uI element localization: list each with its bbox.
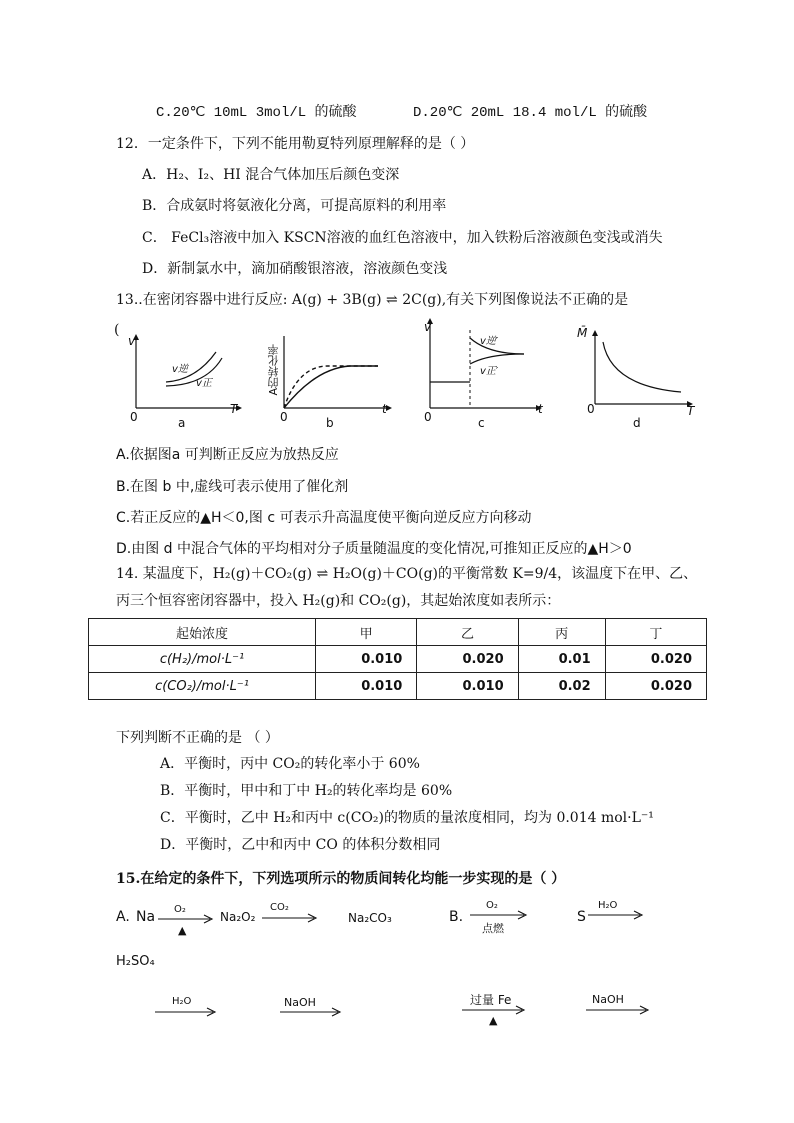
graph-a xyxy=(126,330,246,430)
q13-option-c: C.若正反应的▲H＜0,图 c 可表示升高温度使平衡向逆反应方向移动 xyxy=(116,510,532,526)
q14-stem-line1: 14. 某温度下，H₂(g)＋CO₂(g) ⇌ H₂O(g)＋CO(g)的平衡常数 K=9/4，该温度下在甲、乙、 xyxy=(116,566,698,582)
graph-b-solid-curve xyxy=(284,366,378,408)
q13-option-b: B.在图 b 中,虚线可表示使用了催化剂 xyxy=(116,479,349,495)
q15-stem: 15.在给定的条件下，下列选项所示的物质间转化均能一步实现的是（ ） xyxy=(116,871,566,887)
graph-d-origin: 0 xyxy=(587,402,595,416)
q12-stem: 12．一定条件下，下列不能用勒夏特列原理解释的是（ ） xyxy=(116,136,475,152)
table-row-header: c(CO₂)/mol·L⁻¹ xyxy=(89,673,316,700)
arrow-naoh-label-d: NaOH xyxy=(592,993,624,1006)
table-cell: 0.01 xyxy=(518,646,605,673)
chem-na: Na xyxy=(136,909,156,925)
table-cell: 0.010 xyxy=(316,646,417,673)
table-cell: 0.02 xyxy=(518,673,605,700)
q13-paren: ( xyxy=(114,322,120,338)
ignite-label: 点燃 xyxy=(482,922,504,935)
table-header-row xyxy=(89,619,707,646)
graph-d-M-label: M̄ xyxy=(577,326,588,340)
table-row xyxy=(89,673,707,700)
graph-c-vrev-label: v逆′ xyxy=(480,336,499,347)
table-header-cell: 起始浓度 xyxy=(89,619,316,646)
graph-b-origin: 0 xyxy=(280,410,288,424)
table-cell: 0.010 xyxy=(316,673,417,700)
q11-option-d: D.20℃ 20mL 18.4 mol/L 的硫酸 xyxy=(413,105,648,121)
chem-s: S xyxy=(577,909,586,925)
heat-triangle-2: ▲ xyxy=(489,1014,498,1027)
graph-c-v-label: v xyxy=(424,320,432,334)
graph-b xyxy=(268,330,398,430)
graph-c-t-label: t xyxy=(538,402,543,416)
graph-b-dashed-curve xyxy=(284,366,378,408)
arrow-d-2 xyxy=(586,1004,650,1016)
q15-option-b-label: B. xyxy=(449,909,464,925)
arrow-naoh-label-c: NaOH xyxy=(284,996,316,1009)
graph-a-origin: 0 xyxy=(130,410,138,424)
table-header-cell: 甲 xyxy=(316,619,417,646)
arrow-co2-label: CO₂ xyxy=(270,902,289,913)
q14-judge: 下列判断不正确的是 （ ） xyxy=(116,730,279,746)
q12-option-c: C． FeCl₃溶液中加入 KSCN溶液的血红色溶液中，加入铁粉后溶液颜色变浅或消失 xyxy=(142,230,663,246)
graph-d-y-arrow xyxy=(592,330,598,336)
graph-a-svg xyxy=(126,330,246,430)
graph-c-caption: c xyxy=(478,416,485,430)
arrow-h2o-label-c: H₂O xyxy=(172,996,192,1007)
q14-option-a: A．平衡时，丙中 CO₂的转化率小于 60% xyxy=(160,756,420,772)
graph-b-ylabel: A的转化率 xyxy=(267,344,280,396)
table-header-cell: 乙 xyxy=(417,619,518,646)
table-cell: 0.020 xyxy=(605,646,706,673)
q14-option-b: B．平衡时，甲中和丁中 H₂的转化率均是 60% xyxy=(160,783,453,799)
graph-d-curve xyxy=(603,342,681,392)
graph-a-T-label: T xyxy=(230,402,238,416)
heat-triangle-1: ▲ xyxy=(178,924,187,937)
q11-option-c: C.20℃ 10mL 3mol/L 的硫酸 xyxy=(156,105,357,121)
table-row xyxy=(89,646,707,673)
q14-option-c: C．平衡时，乙中 H₂和丙中 c(CO₂)的物质的量浓度相同，均为 0.014 mol·L⁻¹ xyxy=(160,810,654,826)
chem-na2o2: Na₂O₂ xyxy=(220,910,256,924)
table-row-header: c(H₂)/mol·L⁻¹ xyxy=(89,646,316,673)
arrow-h2o-label-b: H₂O xyxy=(598,900,618,911)
graph-d-T-label: T xyxy=(687,404,695,418)
table-header-cell: 丙 xyxy=(518,619,605,646)
chem-na2co3: Na₂CO₃ xyxy=(348,911,392,925)
q12-option-a: A．H₂、I₂、HI 混合气体加压后颜色变深 xyxy=(142,167,400,183)
q12-option-d: D．新制氯水中，滴加硝酸银溶液，溶液颜色变浅 xyxy=(142,261,448,277)
graph-c xyxy=(418,318,548,430)
q13-option-d: D.由图 d 中混合气体的平均相对分子质量随温度的变化情况,可推知正反应的▲H＞0 xyxy=(116,541,632,557)
graph-b-t-label: t xyxy=(382,402,387,416)
q12-option-b: B．合成氨时将氨液化分离，可提高原料的利用率 xyxy=(142,198,447,214)
arrow-o2-label: O₂ xyxy=(174,904,186,915)
arrow-so3-to-h2so4 xyxy=(588,909,644,921)
q13-option-a: A.依据图a 可判断正反应为放热反应 xyxy=(116,447,339,463)
arrow-na2o2-to-na2co3 xyxy=(262,912,318,924)
graph-a-vfwd-label: v正 xyxy=(196,378,212,389)
chem-h2so4: H₂SO₄ xyxy=(116,954,155,969)
table-header-cell: 丁 xyxy=(605,619,706,646)
table-cell: 0.010 xyxy=(417,673,518,700)
graph-d-caption: d xyxy=(633,416,641,430)
table-cell: 0.020 xyxy=(605,673,706,700)
q14-option-d: D．平衡时，乙中和丙中 CO 的体积分数相同 xyxy=(160,837,441,853)
graph-a-caption: a xyxy=(178,416,186,430)
q13-stem: 13..在密闭容器中进行反应: A(g) + 3B(g) ⇌ 2C(g),有关下列图像说法不正确的是 xyxy=(116,292,629,308)
graph-a-vrev-label: v逆 xyxy=(172,364,188,375)
arrow-o2-label-b: O₂ xyxy=(486,900,498,911)
graph-a-v-label: v xyxy=(128,334,136,348)
graph-c-origin: 0 xyxy=(424,410,432,424)
arrow-c-1 xyxy=(155,1006,217,1018)
q15-option-a-label: A. xyxy=(116,909,130,925)
arrow-c-2 xyxy=(280,1006,342,1018)
q14-stem-line2: 丙三个恒容密闭容器中，投入 H₂(g)和 CO₂(g)，其起始浓度如表所示： xyxy=(116,593,561,609)
arrow-excess-fe-label: 过量 Fe xyxy=(470,993,512,1007)
graph-b-caption: b xyxy=(326,416,334,430)
graph-c-vfwd-label: v正′ xyxy=(480,366,499,377)
table-cell: 0.020 xyxy=(417,646,518,673)
graph-d xyxy=(575,326,705,430)
concentration-table xyxy=(88,618,707,700)
